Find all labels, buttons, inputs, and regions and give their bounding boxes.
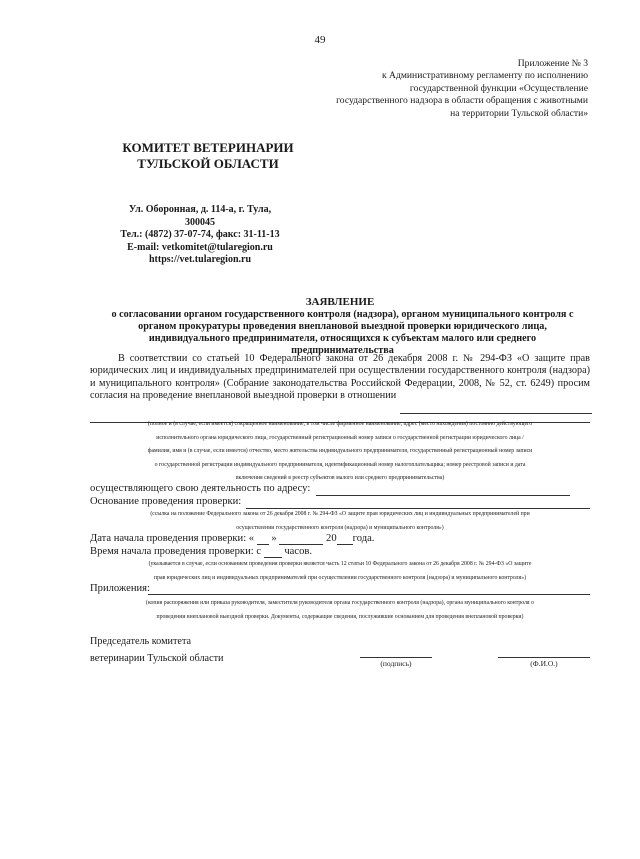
appendix-line: на территории Тульской области» xyxy=(450,107,588,119)
note-line: о государственной регистрации индивидуального предпринимателя, идентификационный номер налогоплательщика; номер реестровой записи и дата xyxy=(154,461,526,468)
note-line: (ссылка на положение Федерального закона от 26 декабря 2008 г. № 294-ФЗ «О защите прав юридических лиц и индивидуальных предпринимателей при xyxy=(150,511,530,517)
page-number: 49 xyxy=(314,34,326,46)
time-suffix: часов. xyxy=(284,546,313,557)
appendix-line: государственного надзора в области обращения с животными xyxy=(336,95,588,107)
document-subtitle xyxy=(70,309,615,357)
attachments-note xyxy=(90,597,590,624)
signatory-line: Председатель комитета xyxy=(90,636,192,647)
start-time-label: Время начала проведения проверки: с xyxy=(90,546,262,557)
website-line: https://vet.tularegion.ru xyxy=(148,254,252,265)
start-time-row xyxy=(90,546,312,558)
signatory-line: ветеринарии Тульской области xyxy=(90,653,224,664)
date-quote-close: » xyxy=(271,533,277,544)
basis-label: Основание проведения проверки: xyxy=(90,496,242,507)
date-suffix: года. xyxy=(352,533,375,544)
organization-name-line: ТУЛЬСКОЙ ОБЛАСТИ xyxy=(137,156,279,171)
attachments-label: Приложения: xyxy=(90,583,150,594)
signature-field[interactable] xyxy=(360,657,432,658)
subtitle-line: органом прокуратуры проведения внеплановой выездной проверки юридического лица, xyxy=(138,321,547,332)
body-paragraph: В соответствии со статьей 10 Федерального закона от 26 декабря 2008 г. № 294-ФЗ «О защите прав юридических лиц и индивидуальных предпринимателей при осуществлении государственного контроля (надзора) и муниципального контроля» (Собрание законодательства Российской Федерации, 2008, № 52, ст. 6249) просим согласия на проведение внеплановой выездной проверки в отношении xyxy=(90,353,590,402)
full-name-field[interactable] xyxy=(498,657,590,658)
note-line: (указывается в случае, если основанием проведения проверки является часть 12 статьи 10 Федерального закона от 26 декабря 2008 г. № 294-ФЗ «О защите xyxy=(148,561,532,567)
note-line: фамилия, имя и (в случае, если имеется) отчество, место жительства индивидуального предпринимателя, государственный регистрационный номер записи xyxy=(147,448,533,454)
document-title: ЗАЯВЛЕНИЕ xyxy=(305,296,375,308)
activity-address-field[interactable] xyxy=(316,495,570,496)
subtitle-line: предпринимательства xyxy=(291,345,394,356)
appendix-header xyxy=(258,58,588,120)
activity-address-label: осуществляющего свою деятельность по адресу: xyxy=(90,483,311,494)
note-line: (копия распоряжения или приказа руководителя, заместителя руководителя органа государственного контроля (надзора), органа муниципального контроля о xyxy=(146,600,534,606)
organization-name-line: КОМИТЕТ ВЕТЕРИНАРИИ xyxy=(122,140,294,155)
start-date-row xyxy=(90,533,374,545)
appendix-line: к Административному регламенту по исполнению xyxy=(381,70,588,82)
appendix-line: государственной функции «Осуществление xyxy=(409,82,588,94)
entity-note xyxy=(90,418,590,486)
subtitle-line: о согласовании органом государственного контроля (надзора), органом муниципального контроля с xyxy=(111,309,574,320)
phone-line: Тел.: (4872) 37-07-74, факс: 31-11-13 xyxy=(120,229,280,240)
address-line: Ул. Оборонная, д. 114-а, г. Тула, xyxy=(128,204,272,215)
basis-note xyxy=(90,508,590,535)
day-field[interactable] xyxy=(257,533,269,545)
note-line: прав юридических лиц и индивидуальных предпринимателей при осуществлении государственного контроля (надзора) и муниципального контроля») xyxy=(153,574,527,581)
year-field[interactable] xyxy=(337,533,353,545)
month-field[interactable] xyxy=(279,533,323,545)
note-line: осуществлении государственного контроля (надзора) и муниципального контроля») xyxy=(236,524,444,531)
note-line: (полное и (в случае, если имеется) сокращенное наименование, в том числе фирменное наименование, адрес (место нахождения) постоянно действующего xyxy=(147,421,533,427)
signatory xyxy=(90,633,224,667)
full-name-caption: (Ф.И.О.) xyxy=(530,659,558,668)
entity-fill-line[interactable] xyxy=(400,413,592,414)
start-date-label: Дата начала проведения проверки: « xyxy=(90,533,255,544)
hour-field[interactable] xyxy=(264,546,282,558)
email-line: E-mail: vetkomitet@tularegion.ru xyxy=(127,241,273,253)
time-note xyxy=(90,558,590,585)
organization-address xyxy=(100,204,300,267)
signature-caption: (подпись) xyxy=(380,659,412,668)
note-line: проведении внеплановой выездной проверки. Документы, содержащие сведения, послужившие основанием для проведения внеплановой проверки) xyxy=(156,613,524,620)
note-line: включения сведений в реестр субъектов малого или среднего предпринимательства) xyxy=(235,475,445,481)
address-line: 300045 xyxy=(185,216,215,228)
note-line: исполнительного органа юридического лица, государственный регистрационный номер записи о государственной регистрации юридического лица / xyxy=(156,434,524,441)
organization-name xyxy=(108,140,308,172)
appendix-line: Приложение № 3 xyxy=(517,58,588,69)
attachments-field[interactable] xyxy=(148,594,590,595)
subtitle-line: индивидуального предпринимателя, относящихся к субъектам малого или среднего xyxy=(148,333,537,344)
year-prefix: 20 xyxy=(326,533,337,544)
